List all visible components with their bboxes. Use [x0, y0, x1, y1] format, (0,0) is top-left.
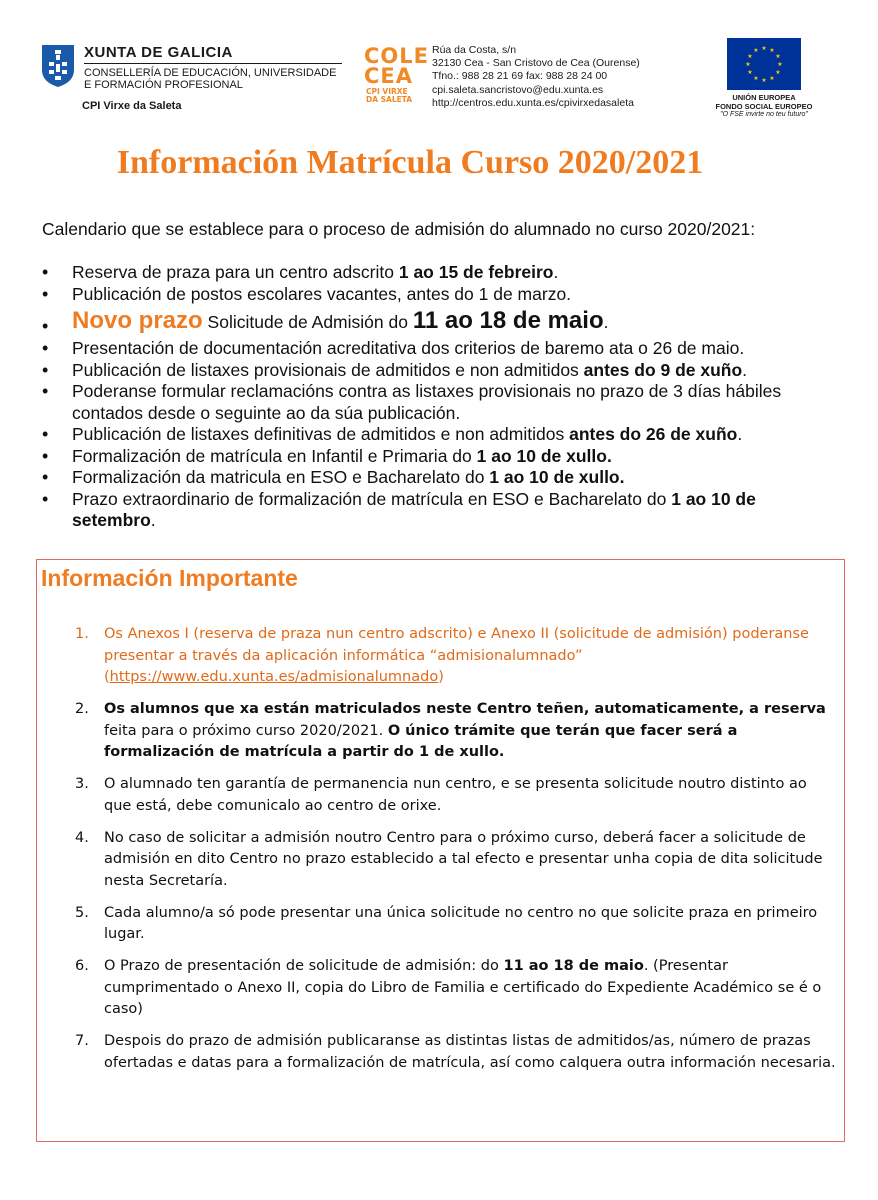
svg-text:★: ★: [761, 77, 767, 84]
list-item: • Formalización da matricula en ESO e Bacharelato do 1 ao 10 de xullo.: [42, 467, 832, 489]
admision-link[interactable]: https://www.edu.xunta.es/admisionalumnado: [109, 669, 439, 685]
list-item: • Reserva de praza para un centro adscrito 1 ao 15 de febreiro.: [42, 262, 832, 284]
logo-sub-2: DA SALETA: [366, 95, 413, 104]
list-item: 4. No caso de solicitar a admisión noutro Centro para o próximo curso, deberá facer a solicitude de admisión en dito Centro no prazo establecido a tal efecto e presentar unha copia de dita solicitude nesta Secretaría.: [75, 829, 823, 889]
list-item: • Publicación de listaxes definitivas de admitidos e non admitidos antes do 26 de xuño.: [42, 424, 832, 446]
svg-text:★: ★: [777, 61, 783, 68]
list-item: 3. O alumnado ten garantía de permanencia nun centro, e se presenta solicitude noutro distinto ao que está, debe comunicalo ao centro de orixe.: [75, 776, 807, 814]
svg-text:★: ★: [769, 47, 775, 54]
list-item: 7. Despois do prazo de admisión publicaranse as distintas listas de admitidos/as, número de prazas ofertadas e datas para a formalización de matrícula, así como calquera outra información necesaria.: [75, 1033, 836, 1071]
eu-block: [712, 38, 830, 128]
eu-flag-icon: [727, 38, 801, 90]
list-item: 5. Cada alumno/a só pode presentar una única solicitude no centro no que solicite praza en primeiro lugar.: [75, 904, 818, 942]
address-phone: Tfno.: 988 28 21 69 fax: 988 28 24 00: [432, 70, 608, 83]
list-item: • Presentación de documentación acreditativa dos criterios de baremo ata o 26 de maio.: [42, 338, 832, 360]
svg-text:★: ★: [753, 47, 759, 54]
letterhead: [0, 0, 878, 130]
important-heading: Información Importante: [41, 565, 298, 591]
svg-text:★: ★: [775, 69, 781, 76]
svg-text:★: ★: [745, 61, 751, 68]
eu-line-2: FONDO SOCIAL EUROPEO: [715, 102, 813, 111]
address-email: cpi.saleta.sancristovo@edu.xunta.es: [432, 83, 604, 96]
svg-text:★: ★: [761, 45, 767, 52]
calendar-intro: Calendario que se establece para o proceso de admisión do alumnado no curso 2020/2021:: [42, 219, 756, 239]
xunta-shield-logo: [40, 42, 76, 88]
logo-text-cole: COLE: [364, 44, 429, 68]
list-item: 6. O Prazo de presentación de solicitude de admisión: do 11 ao 18 de maio. (Presentar cumprimentado o Anexo II, copia do Libro de Familia e certificado do Expediente Académico se é o caso): [75, 958, 822, 1017]
school-address: [432, 44, 640, 110]
address-street: Rúa da Costa, s/n: [432, 44, 517, 56]
list-item: • Prazo extraordinario de formalización de matrícula en ESO e Bacharelato do 1 ao 10 de setembro.: [42, 489, 832, 532]
xunta-dept-line-1: CONSELLERÍA DE EDUCACIÓN, UNIVERSIDADE: [84, 67, 337, 79]
eu-line-1: UNIÓN EUROPEA: [732, 93, 796, 102]
xunta-name: XUNTA DE GALICIA: [84, 44, 233, 61]
svg-text:★: ★: [769, 75, 775, 82]
school-label: CPI Virxe da Saleta: [82, 100, 182, 112]
list-item: 2. Os alumnos que xa están matriculados neste Centro teñen, automaticamente, a reserva feita para o próximo curso 2020/2021. O único trámite que terán que facer será a formalización de matrícula a partir do 1 de xullo.: [75, 701, 826, 760]
address-city: 32130 Cea - San Cristovo de Cea (Ourense): [432, 57, 640, 70]
important-info-box: [36, 559, 845, 1142]
xunta-block: [40, 42, 340, 112]
list-item: • Publicación de postos escolares vacantes, antes do 1 de marzo.: [42, 284, 832, 306]
logo-sub-1: CPI VIRXE: [366, 87, 408, 96]
important-list: [66, 624, 838, 1085]
xunta-department: [84, 67, 374, 91]
xunta-dept-line-2: E FORMACIÓN PROFESIONAL: [84, 79, 243, 91]
list-item: • Poderanse formular reclamacións contra as listaxes provisionais no prazo de 3 días hábiles contados desde o seguinte ao da súa publicación.: [42, 381, 832, 424]
eu-motto: "O FSE invirte no teu futuro": [720, 111, 808, 118]
svg-text:★: ★: [747, 69, 753, 76]
svg-text:★: ★: [747, 53, 753, 60]
page-title: Información Matrícula Curso 2020/2021: [116, 144, 704, 181]
novo-prazo-label: Novo prazo: [72, 307, 203, 334]
logo-text-cea: CEA: [364, 64, 414, 88]
list-item-novo-prazo: • Novo prazo Solicitude de Admisión do 11 ao 18 de maio.: [42, 305, 832, 338]
list-item: • Publicación de listaxes provisionais de admitidos e non admitidos antes do 9 de xuño.: [42, 360, 832, 382]
address-web: http://centros.edu.xunta.es/cpivirxedasaleta: [432, 96, 634, 109]
xunta-divider: [84, 63, 342, 64]
cole-cea-logo: [364, 44, 428, 106]
svg-text:★: ★: [753, 75, 759, 82]
eu-label: [712, 93, 816, 111]
svg-text:★: ★: [775, 53, 781, 60]
list-item: 1. Os Anexos I (reserva de praza nun centro adscrito) e Anexo II (solicitude de admisión) poderanse presentar a través da aplicación informática “admisionalumnado” (https://www.edu.xunta.es/admisionalumnado): [75, 626, 809, 685]
calendar-list: [42, 262, 832, 532]
list-item: • Formalización de matrícula en Infantil e Primaria do 1 ao 10 de xullo.: [42, 446, 832, 468]
